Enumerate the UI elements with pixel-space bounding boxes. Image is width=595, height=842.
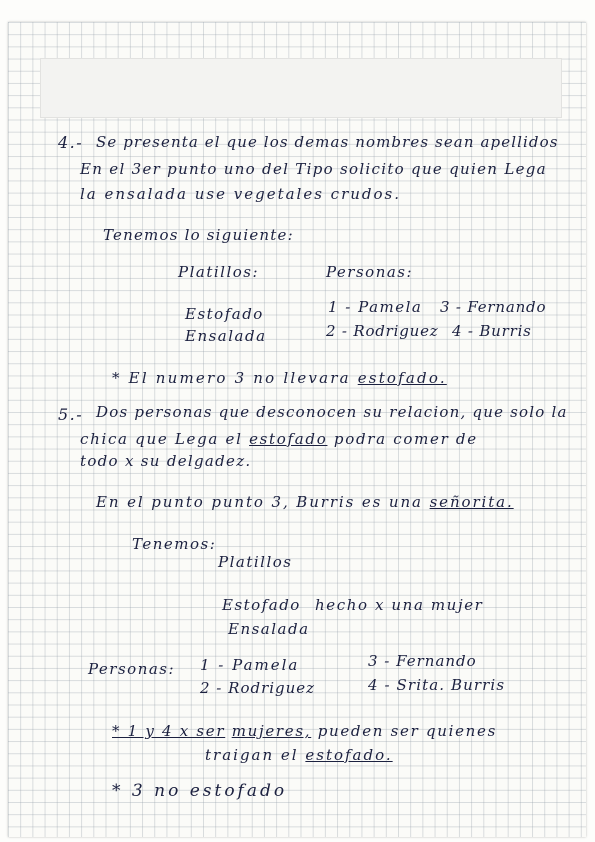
problem-4-number: 4.-: [58, 133, 84, 152]
final-note: * 3 no estofado: [112, 781, 288, 801]
persons-heading: Personas:: [326, 263, 414, 281]
dish-ensalada-2: Ensalada: [228, 620, 310, 638]
problem-5-line-4: [96, 493, 514, 511]
dish-estofado-2: Estofado: [222, 596, 301, 614]
dishes-heading-2: Platillos: [218, 553, 293, 571]
dish-estofado: Estofado: [185, 305, 264, 323]
problem-5-line-1: Dos personas que desconocen su relacion, que solo la: [96, 403, 568, 421]
dishes-heading: Platillos:: [178, 263, 260, 281]
person-1-b: 1 - Pamela: [200, 656, 300, 674]
problem-5-line-2: [80, 430, 478, 448]
conclusion-2-underlined-word: estofado.: [305, 746, 393, 764]
conclusion-text-end: pueden ser quienes: [317, 722, 498, 740]
dish-estofado-note: hecho x una mujer: [315, 596, 484, 614]
note-underlined-word: estofado.: [357, 369, 447, 387]
person-1: 1 - Pamela: [328, 298, 423, 316]
conclusion-underlined-word: mujeres,: [231, 722, 312, 740]
conclusion-text: * 1 y 4 x ser: [112, 722, 226, 740]
person-2-b: 2 - Rodriguez: [200, 679, 316, 697]
note-text: * El numero 3 no llevara: [112, 369, 351, 387]
line-4-underlined-word: señorita.: [429, 493, 514, 511]
person-2: 2 - Rodriguez: [326, 322, 439, 340]
line-2-text: chica que Lega el: [80, 430, 243, 448]
problem-5-line-3: todo x su delgadez.: [80, 452, 252, 470]
problem-4-note: [112, 369, 447, 387]
person-3: 3 - Fernando: [440, 298, 547, 316]
conclusion-line-1: [112, 722, 497, 740]
problem-5-intro: Tenemos:: [132, 535, 217, 553]
problem-5-number: 5.-: [58, 405, 84, 424]
problem-4-line-3: la ensalada use vegetales crudos.: [80, 185, 402, 203]
problem-4-line-2: En el 3er punto uno del Tipo solicito que quien Lega: [80, 160, 547, 178]
problem-4-line-1: Se presenta el que los demas nombres sean apellidos: [96, 133, 559, 151]
page-header-band: [40, 58, 562, 118]
conclusion-line-2: [205, 746, 393, 764]
line-4-text: En el punto punto 3, Burris es una: [96, 493, 423, 511]
line-2-text-end: podra comer de: [333, 430, 478, 448]
problem-4-intro: Tenemos lo siguiente:: [103, 226, 294, 244]
person-4: 4 - Burris: [452, 322, 532, 340]
line-2-underlined-word: estofado: [249, 430, 328, 448]
persons-heading-2: Personas:: [88, 660, 176, 678]
person-3-b: 3 - Fernando: [368, 652, 477, 670]
dish-ensalada: Ensalada: [185, 327, 267, 345]
person-4-b: 4 - Srita. Burris: [368, 676, 506, 694]
conclusion-2-text: traigan el: [205, 746, 299, 764]
